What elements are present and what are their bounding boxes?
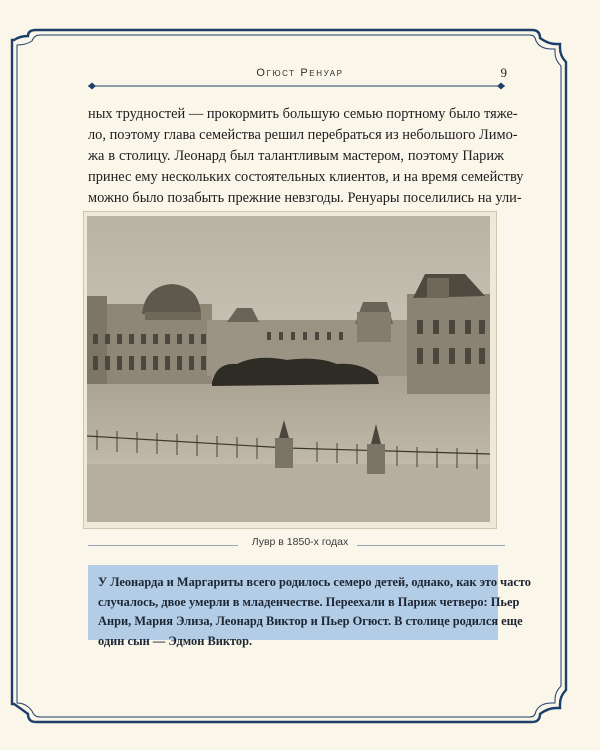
- body-line: принес ему нескольких состоятельных клиентов, и на время семейству: [88, 169, 524, 185]
- note-line: У Леонарда и Маргариты всего родилось семеро детей, однако, как это часто: [98, 575, 531, 589]
- body-line: жа в столицу. Леонард был талантливым мастером, поэтому Париж: [88, 148, 504, 164]
- note-paragraph: [98, 573, 531, 651]
- running-head-rule: [0, 80, 600, 92]
- body-line: ло, поэтому глава семейства решил перебраться из небольшого Лимо-: [88, 127, 518, 143]
- running-head-title: Огюст Ренуар: [256, 67, 344, 79]
- photo-caption: Лувр в 1850-х годах: [251, 536, 349, 548]
- body-line: ных трудностей — прокормить большую семью портному было тяже-: [88, 106, 518, 122]
- body-line: можно было позабыть прежние невзгоды. Ренуары поселились на ули-: [88, 190, 522, 206]
- louvre-photograph: [87, 216, 490, 522]
- note-line: Анри, Мария Элиза, Леонард Виктор и Пьер Огюст. В столице родился еще: [98, 614, 523, 628]
- note-line: один сын — Эдмон Виктор.: [98, 633, 253, 648]
- page-number: 9: [500, 65, 507, 80]
- note-line: случалось, двое умерли в младенчестве. Переехали в Париж четверо: Пьер: [98, 594, 520, 609]
